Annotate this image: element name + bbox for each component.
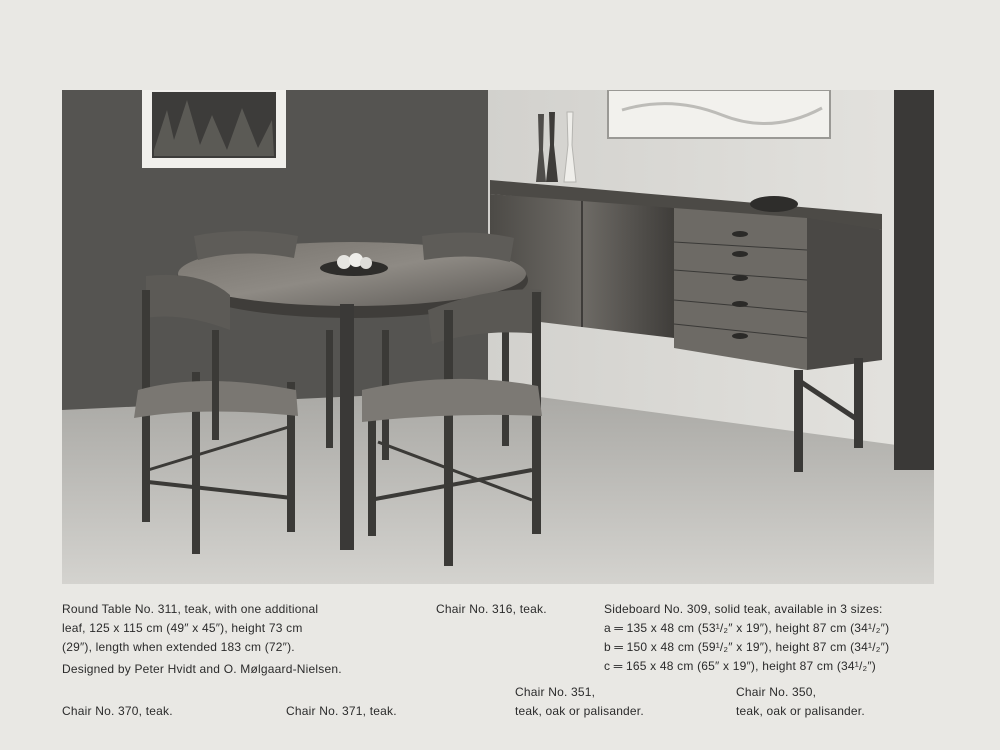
chair-350-caption <box>736 683 865 721</box>
sideboard-size: c ═ 165 x 48 cm (65″ x 19″), height 87 cm (34¹/₂″) <box>604 659 877 673</box>
table-caption-line: (29″), length when extended 183 cm (72″). <box>62 640 295 654</box>
furniture-photo <box>62 90 934 584</box>
chair-371-caption: Chair No. 371, teak. <box>286 704 397 718</box>
chair-351-material: teak, oak or palisander. <box>515 704 644 718</box>
designer-credit: Designed by Peter Hvidt and O. Mølgaard-Nielsen. <box>62 662 342 676</box>
table-caption-line: Round Table No. 311, teak, with one additional <box>62 602 319 616</box>
chair-350-material: teak, oak or palisander. <box>736 704 865 718</box>
sideboard-size: b ═ 150 x 48 cm (59¹/₂″ x 19″), height 87 cm (34¹/₂″) <box>604 640 890 654</box>
sideboard-title: Sideboard No. 309, solid teak, available in 3 sizes: <box>604 602 883 616</box>
chair-351-title: Chair No. 351, <box>515 685 596 699</box>
chair-370-caption: Chair No. 370, teak. <box>62 704 173 718</box>
chair-316-caption: Chair No. 316, teak. <box>436 602 547 616</box>
curtain <box>894 90 934 470</box>
sideboard-caption <box>604 600 889 676</box>
table-caption-line: leaf, 125 x 115 cm (49″ x 45″), height 73 cm <box>62 621 303 635</box>
chair-350-title: Chair No. 350, <box>736 685 817 699</box>
chair-351-caption <box>515 683 644 721</box>
sideboard-size: a ═ 135 x 48 cm (53¹/₂″ x 19″), height 87 cm (34¹/₂″) <box>604 621 890 635</box>
dining-room-photograph <box>62 90 934 584</box>
table-caption <box>62 600 318 657</box>
